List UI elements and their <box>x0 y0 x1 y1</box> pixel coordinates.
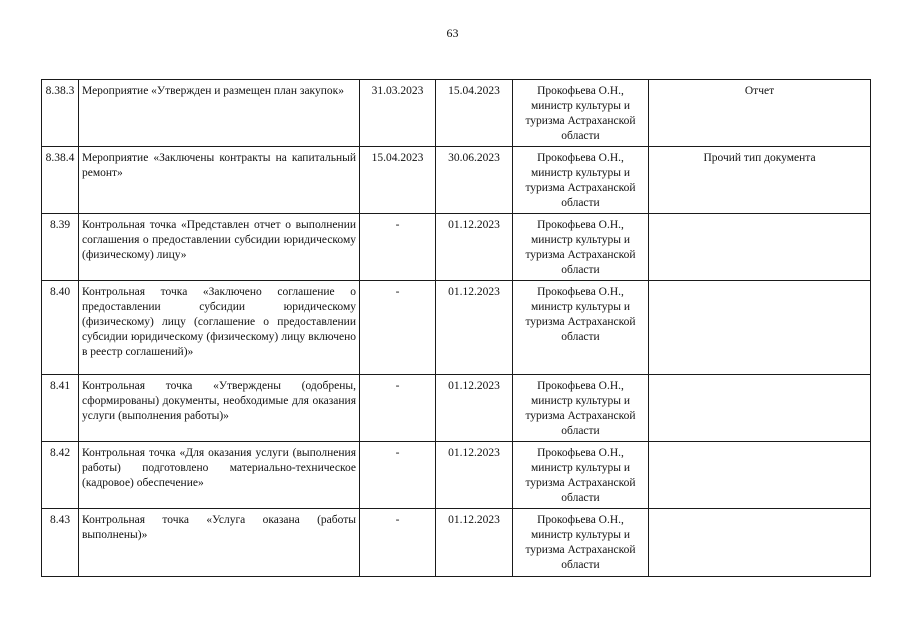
row-end-date: 01.12.2023 <box>436 281 513 375</box>
table-row <box>42 147 871 214</box>
row-name: Мероприятие «Заключены контракты на капитальный ремонт» <box>79 147 360 214</box>
row-document <box>649 281 871 375</box>
row-responsible: Прокофьева О.Н., министр культуры и туризма Астраханской области <box>513 281 649 375</box>
page-number: 63 <box>446 26 459 40</box>
row-end-date: 01.12.2023 <box>436 509 513 577</box>
table-row <box>42 214 871 281</box>
row-start-date: - <box>360 375 436 442</box>
row-start-date: 15.04.2023 <box>360 147 436 214</box>
row-number: 8.40 <box>42 281 79 375</box>
row-responsible: Прокофьева О.Н., министр культуры и туризма Астраханской области <box>513 509 649 577</box>
row-name: Контрольная точка «Утверждены (одобрены, сформированы) документы, необходимые для оказания услуги (выполнения работы)» <box>79 375 360 442</box>
row-end-date: 01.12.2023 <box>436 375 513 442</box>
table-row <box>42 281 871 375</box>
row-number: 8.41 <box>42 375 79 442</box>
row-end-date: 30.06.2023 <box>436 147 513 214</box>
row-start-date: - <box>360 509 436 577</box>
plan-table <box>41 79 871 577</box>
row-name: Контрольная точка «Услуга оказана (работы выполнены)» <box>79 509 360 577</box>
row-number: 8.38.4 <box>42 147 79 214</box>
row-document <box>649 375 871 442</box>
row-responsible: Прокофьева О.Н., министр культуры и туризма Астраханской области <box>513 375 649 442</box>
row-document <box>649 509 871 577</box>
row-start-date: 31.03.2023 <box>360 80 436 147</box>
table-row <box>42 80 871 147</box>
row-name: Контрольная точка «Представлен отчет о выполнении соглашения о предоставлении субсидии юридическому (физическому) лицу» <box>79 214 360 281</box>
table-row <box>42 375 871 442</box>
row-number: 8.39 <box>42 214 79 281</box>
row-number: 8.38.3 <box>42 80 79 147</box>
row-document <box>649 442 871 509</box>
row-end-date: 15.04.2023 <box>436 80 513 147</box>
row-name: Контрольная точка «Для оказания услуги (выполнения работы) подготовлено материально-техническое (кадровое) обеспечение» <box>79 442 360 509</box>
table-row <box>42 509 871 577</box>
row-end-date: 01.12.2023 <box>436 214 513 281</box>
table-row <box>42 442 871 509</box>
row-responsible: Прокофьева О.Н., министр культуры и туризма Астраханской области <box>513 80 649 147</box>
row-start-date: - <box>360 442 436 509</box>
row-responsible: Прокофьева О.Н., министр культуры и туризма Астраханской области <box>513 442 649 509</box>
row-document: Отчет <box>649 80 871 147</box>
row-responsible: Прокофьева О.Н., министр культуры и туризма Астраханской области <box>513 214 649 281</box>
row-number: 8.43 <box>42 509 79 577</box>
row-start-date: - <box>360 281 436 375</box>
row-document <box>649 214 871 281</box>
row-document: Прочий тип документа <box>649 147 871 214</box>
row-name: Мероприятие «Утвержден и размещен план закупок» <box>79 80 360 147</box>
row-number: 8.42 <box>42 442 79 509</box>
row-responsible: Прокофьева О.Н., министр культуры и туризма Астраханской области <box>513 147 649 214</box>
row-end-date: 01.12.2023 <box>436 442 513 509</box>
row-start-date: - <box>360 214 436 281</box>
row-name: Контрольная точка «Заключено соглашение о предоставлении субсидии юридическому (физическому) лицу (соглашение о предоставлении субсидии юридическому (физическому) лицу включено в реестр соглашений)» <box>79 281 360 375</box>
